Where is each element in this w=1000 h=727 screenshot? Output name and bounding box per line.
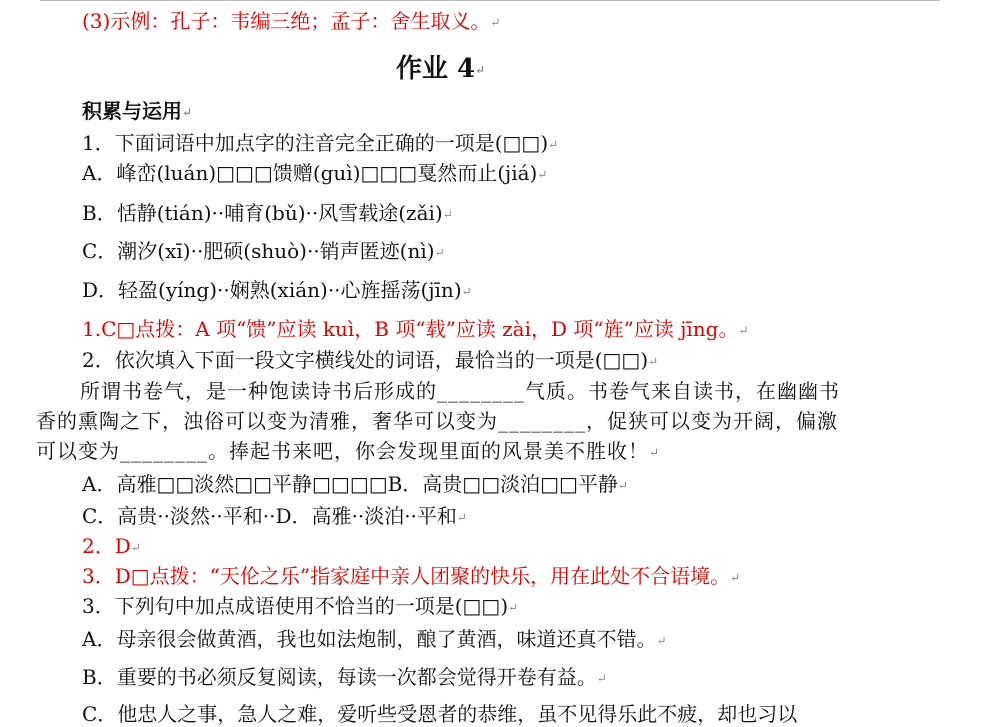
q2-stem: 2．依次填入下面一段文字横线处的词语，最恰当的一项是(□□)↵ [82,348,659,372]
q3-option-c: C．他忠人之事，急人之难，爱听些受恩者的恭维，虽不见得乐此不疲，却也习以 [82,702,798,726]
q2-options-ab: A．高雅□□淡然□□平静□□□□B．高贵□□淡泊□□平静↵ [82,472,628,496]
q1-answer: 1.C□点拨：A 项“馈”应读 kuì，B 项“载”应读 zài，D 项“旌”应读 jīng。↵ [82,317,749,341]
q1-option-c: C．潮汐(xī)··肥硕(shuò)··销声匿迹(nì)↵ [82,239,445,263]
q1-stem: 1．下面词语中加点字的注音完全正确的一项是(□□)↵ [82,131,559,155]
q2-passage-line-2: 香的熏陶之下，浊俗可以变为清雅，奢华可以变为________，促狭可以变为开阔，偏激 [36,409,838,433]
q2-answer: 2．D↵ [82,534,141,558]
q3-answer: 3．D□点拨：“天伦之乐”指家庭中亲人团聚的快乐，用在此处不合语境。↵ [82,564,741,588]
top-border-line [40,0,940,1]
section-heading: 积累与运用↵ [82,99,193,123]
q2-options-cd: C．高贵··淡然··平和··D．高雅··淡泊··平和↵ [82,504,467,528]
q1-option-a: A．峰峦(luán)□□□馈赠(guì)□□□戛然而止(jiá)↵ [82,161,548,185]
q1-option-b: B．恬静(tián)··哺育(bǔ)··风雪载途(zǎi)↵ [82,201,453,225]
page-title: 作业 4↵ [396,54,486,84]
q3-option-b: B．重要的书必须反复阅读，每读一次都会觉得开卷有益。↵ [82,665,607,689]
q3-option-a: A．母亲很会做黄酒，我也如法炮制，酿了黄酒，味道还真不错。↵ [82,627,667,651]
q2-passage-line-3: 可以变为________。捧起书来吧，你会发现里面的风景美不胜收！↵ [36,439,661,463]
q1-option-d: D．轻盈(yíng)··娴熟(xián)··心旌摇荡(jīn)↵ [82,278,472,302]
example-line: (3)示例：孔子：韦编三绝；孟子：舍生取义。↵ [82,9,501,33]
q3-stem: 3．下列句中加点成语使用不恰当的一项是(□□)↵ [82,594,519,618]
q2-passage-line-1: 所谓书卷气，是一种饱读诗书后形成的________气质。书卷气来自读书，在幽幽书 [80,379,840,403]
